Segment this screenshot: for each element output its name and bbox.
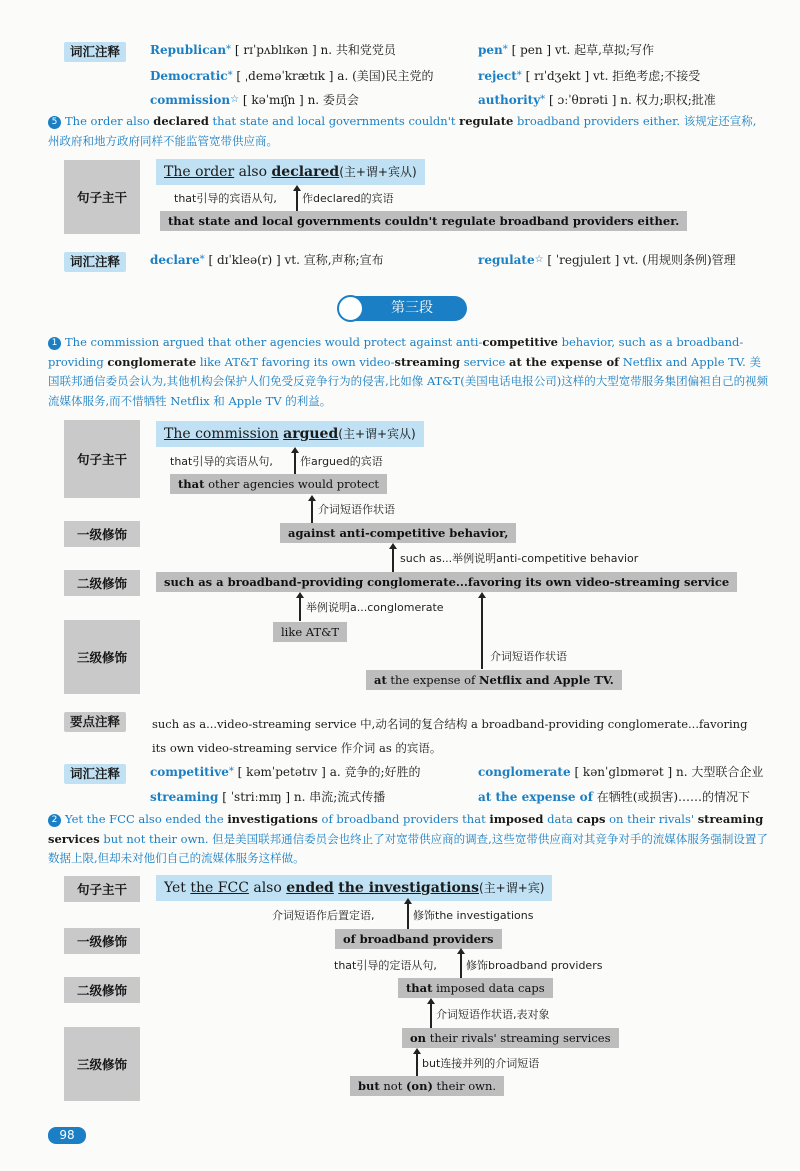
annotation: such as...举例说明anti-competitive behavior xyxy=(400,552,639,565)
arrow xyxy=(299,597,301,621)
page-number: 98 xyxy=(48,1127,86,1144)
annotation: 介词短语作状语 xyxy=(490,650,567,663)
vocab-entry: streaming [ ˈstriːmɪŋ ] n. 串流;流式传播 xyxy=(150,790,386,804)
modifier-l3: but not (on) their own. xyxy=(350,1076,504,1096)
magnifier-icon xyxy=(337,295,364,322)
arrow xyxy=(294,452,296,474)
arrow xyxy=(460,953,462,979)
keynote-text: such as a...video-streaming service 中,动名词的复合结构 a broadband-providing conglomerate...favoring its own video-streaming service 作介词 as 的宾语。 xyxy=(152,717,748,755)
label-level2: 二级修饰 xyxy=(64,977,140,1003)
label-main: 句子主干 xyxy=(64,160,140,234)
annotation: that引导的宾语从句, xyxy=(170,455,273,468)
vocab-tag: 词汇注释 xyxy=(64,252,126,272)
arrow xyxy=(311,500,313,524)
sentence-2: 2 Yet the FCC also ended the investigations of broadband providers that imposed data caps on their rivals' streaming services but not their own. 但是美国联邦通信委员会也终止了对宽带供应商的调查,这些宽带供应商对其竞争对手的流媒体服务强制设置了数据上限,但却未对他们自己的流媒体服务这样做。 xyxy=(48,812,768,865)
arrow xyxy=(407,903,409,929)
label-level2: 二级修饰 xyxy=(64,570,140,596)
modifier-l3: at the expense of Netflix and Apple TV. xyxy=(366,670,622,690)
sentence-5: 5 The order also declared that state and local governments couldn't regulate broadband providers either. 该规定还宣称, 州政府和地方政府同样不能监管宽带供应商。 xyxy=(48,114,757,148)
annotation: that引导的定语从句, xyxy=(334,959,437,972)
vocab-tag: 词汇注释 xyxy=(64,764,126,784)
modifier-l2: that imposed data caps xyxy=(398,978,553,998)
modifier-l1: of broadband providers xyxy=(335,929,502,949)
vocab-entry: regulate☆ [ ˈregjuleɪt ] vt. (用规则条例)管理 xyxy=(478,253,736,267)
arrow xyxy=(481,597,483,669)
annotation: 介词短语作后置定语, xyxy=(272,909,375,922)
section-header: 第三段 xyxy=(343,296,467,321)
arrow xyxy=(392,548,394,572)
vocab-entry: competitive* [ kəmˈpetətɪv ] a. 竞争的;好胜的 xyxy=(150,765,421,779)
annotation: 修饰the investigations xyxy=(413,909,534,922)
annotation: but连接并列的介词短语 xyxy=(422,1057,540,1070)
vocab-entry: conglomerate [ kənˈglɒmərət ] n. 大型联合企业 xyxy=(478,765,764,779)
annotation: 作argued的宾语 xyxy=(300,455,383,468)
vocab-entry: declare* [ dɪˈkleə(r) ] vt. 宣称,声称;宣布 xyxy=(150,253,384,267)
arrow xyxy=(430,1003,432,1029)
sentence-main: Yet the FCC also ended the investigations(主+谓+宾) xyxy=(156,875,552,901)
label-level3: 三级修饰 xyxy=(64,1027,140,1101)
annotation: 作declared的宾语 xyxy=(302,192,394,205)
vocab-tag: 词汇注释 xyxy=(64,42,126,62)
vocab-entry: pen* [ pen ] vt. 起草,草拟;写作 xyxy=(478,43,655,57)
vocab-entry: Republican* [ rɪˈpʌblɪkən ] n. 共和党党员 xyxy=(150,43,396,57)
arrow xyxy=(416,1053,418,1077)
sentence-main: The commission argued(主+谓+宾从) xyxy=(156,421,424,447)
vocab-entry: reject* [ rɪˈdʒekt ] vt. 拒绝考虑;不接受 xyxy=(478,69,701,83)
annotation: 修饰broadband providers xyxy=(466,959,603,972)
label-main: 句子主干 xyxy=(64,420,140,498)
modifier-l2: such as a broadband-providing conglomerate...favoring its own video-streaming service xyxy=(156,572,737,592)
vocab-entry: Democratic* [ ˌdeməˈkrætɪk ] a. (美国)民主党的 xyxy=(150,69,434,83)
clause-box: that other agencies would protect xyxy=(170,474,387,494)
vocab-entry: authority* [ ɔːˈθɒrəti ] n. 权力;职权;批准 xyxy=(478,93,716,107)
annotation: 介词短语作状语 xyxy=(318,503,395,516)
annotation: 介词短语作状语,表对象 xyxy=(436,1008,550,1021)
label-level3: 三级修饰 xyxy=(64,620,140,694)
modifier-l1: against anti-competitive behavior, xyxy=(280,523,516,543)
annotation: that引导的宾语从句, xyxy=(174,192,277,205)
label-level1: 一级修饰 xyxy=(64,521,140,547)
sentence-1: 1 The commission argued that other agencies would protect against anti-competitive behavior, such as a broadband-providing conglomerate like AT&T favoring its own video-streaming service at the expense of Netflix and Apple TV. 美国联邦通信委员会认为,其他机构会保护人们免受反竞争行为的侵害,比如像 AT&T(美国电话电报公司)这样的大型宽带服务集团偏袒自己的视频流媒体服务,而不惜牺牲 Netflix 和 Apple TV 的利益。 xyxy=(48,335,769,408)
keynote-tag: 要点注释 xyxy=(64,712,126,732)
sentence-main: The order also declared(主+谓+宾从) xyxy=(156,159,425,185)
clause-box: that state and local governments couldn't regulate broadband providers either. xyxy=(160,211,687,231)
modifier-l3: on their rivals' streaming services xyxy=(402,1028,619,1048)
arrow xyxy=(296,190,298,212)
vocab-entry: at the expense of 在牺牲(或损害)……的情况下 xyxy=(478,790,751,804)
modifier-l3: like AT&T xyxy=(273,622,347,642)
label-level1: 一级修饰 xyxy=(64,928,140,954)
vocab-entry: commission☆ [ kəˈmɪʃn ] n. 委员会 xyxy=(150,93,359,107)
annotation: 举例说明a...conglomerate xyxy=(306,601,444,614)
label-main: 句子主干 xyxy=(64,876,140,902)
